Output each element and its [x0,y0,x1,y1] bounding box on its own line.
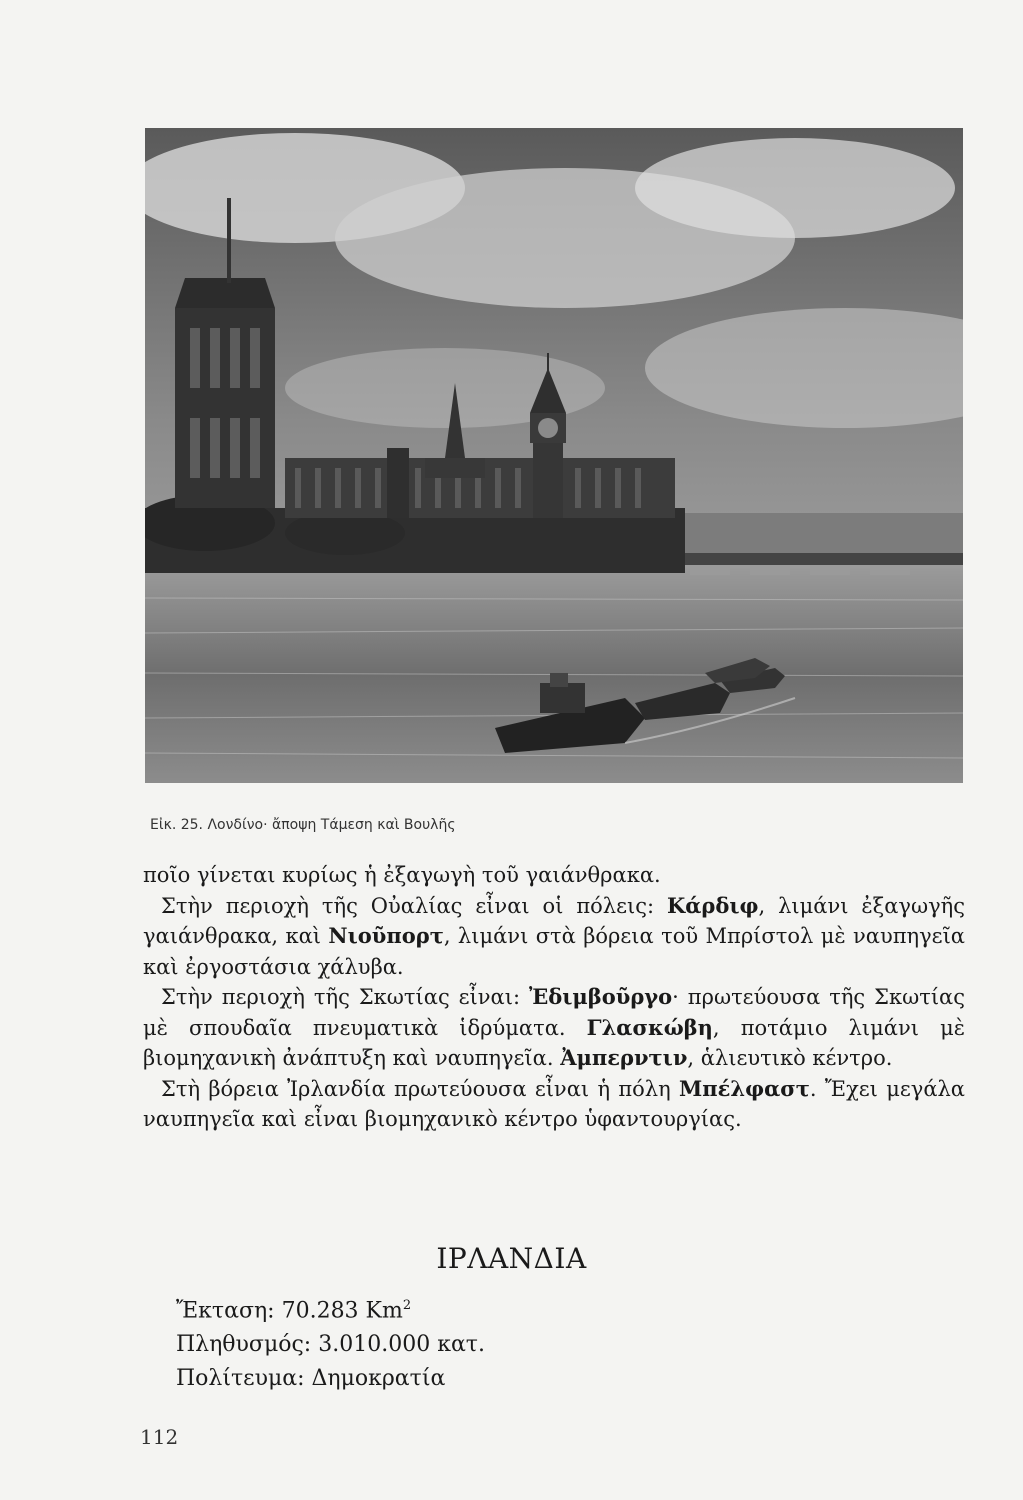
fact-label: Πολίτευμα: [176,1366,305,1392]
page-number: 112 [140,1425,179,1449]
city-name-glasgow: Γλασκώβη [586,1014,713,1040]
country-facts [176,1289,485,1396]
paragraph-scotland [143,982,965,1074]
text-run: . Ἔχει μεγάλα ναυπηγεῖα καὶ εἶναι βιομηχανικὸ κέντρο ὑφαντουργίας. [143,1076,965,1131]
city-name-aberdeen: Ἀμπερντιν [560,1045,688,1070]
paragraph-wales [143,891,965,983]
text-run: , λιμάνι ἐξαγωγῆς γαιάνθρακα, καὶ [143,893,965,948]
city-name-belfast: Μπέλφαστ [679,1075,810,1101]
city-name-cardiff: Κάρδιφ [666,892,759,918]
paragraph [143,860,965,891]
figure-photo-london-parliament [145,128,963,783]
text-run: · πρωτεύουσα τῆς Σκωτίας μὲ σπουδαῖα πνευματικὰ ἱδρύματα. [143,985,966,1040]
city-name-newport: Νιοῦπορτ [328,923,444,948]
parliament-thames-photo [145,128,963,783]
text-run: Στὴν περιοχὴ τῆς Οὐαλίας εἶναι οἱ πόλεις: [161,893,667,918]
text-run: , λιμάνι στὰ βόρεια τοῦ Μπρίστολ μὲ ναυπηγεῖα καὶ ἐργοστάσια χάλυβα. [143,924,965,979]
fact-value: 3.010.000 κατ. [318,1332,485,1358]
text-run: ποῖο γίνεται κυρίως ἡ ἐξαγωγὴ τοῦ γαιάνθρακα. [143,863,661,887]
text-run: Στὴν περιοχὴ τῆς Σκωτίας εἶναι: [161,985,529,1009]
fact-government [176,1362,485,1396]
paragraph-northern-ireland [143,1074,965,1135]
fact-label: Πληθυσμός: [176,1332,312,1358]
fact-value: 70.283 Km [281,1298,403,1324]
section-heading: ΙΡΛΑΝΔΙΑ [436,1242,587,1275]
body-text [143,860,965,1135]
figure-caption: Εἰκ. 25. Λονδίνο· ἄποψη Τάμεση καὶ Βουλῆς [150,817,456,833]
fact-value: Δημοκρατία [311,1366,446,1392]
text-run: , ποτάμιο λιμάνι μὲ βιομηχανικὴ ἀνάπτυξη καὶ ναυπηγεῖα. [143,1015,965,1070]
city-name-edinburgh: Ἐδιμβοῦργο [529,984,673,1009]
unit-superscript: 2 [402,1298,412,1313]
text-run: Στὴ βόρεια Ἰρλανδία πρωτεύουσα εἶναι ἡ πόλη [161,1076,680,1101]
fact-area [176,1289,485,1328]
fact-population [176,1328,485,1362]
text-run: , ἁλιευτικὸ κέντρο. [687,1046,893,1070]
fact-label: Ἔκταση: [176,1298,275,1324]
